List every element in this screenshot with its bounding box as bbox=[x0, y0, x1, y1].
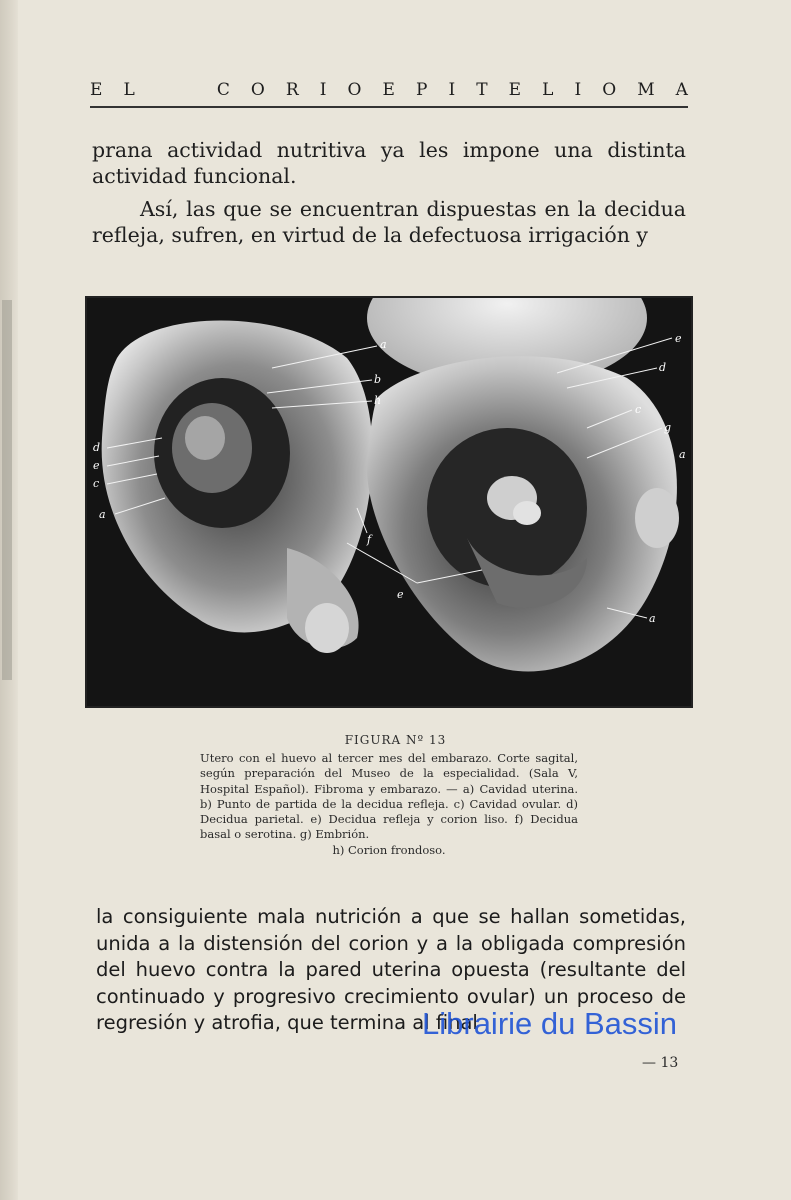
figure-label: f bbox=[367, 533, 372, 546]
specimen-photo bbox=[87, 298, 691, 706]
figure-label: c bbox=[93, 477, 100, 490]
header-letter: O bbox=[347, 80, 362, 100]
header-letter: L bbox=[542, 80, 554, 100]
header-letter: E bbox=[508, 80, 522, 100]
header-letter: T bbox=[476, 80, 488, 100]
figure-label: e bbox=[675, 332, 682, 345]
figure-label: c bbox=[635, 403, 642, 416]
figure-label: a bbox=[649, 612, 656, 625]
figure-label: a bbox=[679, 448, 686, 461]
paragraph-2: Así, las que se encuentran dispuestas en la decidua refleja, sufren, en virtud de la defectuosa irrigación y bbox=[92, 197, 686, 247]
header-letter: L bbox=[123, 80, 135, 100]
header-letter: P bbox=[415, 80, 428, 100]
header-letter: A bbox=[675, 80, 688, 100]
header-letter: I bbox=[448, 80, 456, 100]
figure-label: b bbox=[374, 373, 382, 386]
running-header bbox=[90, 80, 688, 100]
header-rule bbox=[90, 106, 688, 108]
header-letter: M bbox=[637, 80, 655, 100]
header-letter: I bbox=[319, 80, 327, 100]
binding-edge bbox=[0, 0, 18, 1200]
header-letter: E bbox=[382, 80, 395, 100]
figure-label: e bbox=[93, 459, 100, 472]
paragraph-3: la consiguiente mala nutrición a que se hallan sometidas, unida a la distensión del corion y a la obligada compresión del huevo contra la pared uterina opuesta (resultante del continuado y progresivo crecimiento ovular) un proceso de regresión y atrofia, que termina al final bbox=[96, 905, 686, 1034]
header-letter: C bbox=[216, 80, 230, 100]
watermark: Librairie du Bassin bbox=[422, 1006, 678, 1041]
header-letter: E bbox=[90, 80, 103, 100]
figure-label: d bbox=[93, 441, 101, 454]
header-letter: O bbox=[250, 80, 265, 100]
figure-label: e bbox=[397, 588, 404, 601]
header-letter: O bbox=[602, 80, 617, 100]
caption-body: Utero con el huevo al tercer mes del embarazo. Corte sagital, según preparación del Museo de la especialidad. (Sala V, Hospital Español). Fibroma y embarazo. — a) Cavidad uterina. b) Punto de partida de la decidua refleja. c) Cavidad ovular. d) Decidua parietal. e) Decidua refleja y corion liso. f) Decidua basal o serotina. g) Embrión. bbox=[200, 751, 578, 842]
figure-label: d bbox=[659, 361, 667, 374]
page-number: — 13 bbox=[642, 1055, 679, 1071]
caption-last-line: h) Corion frondoso. bbox=[332, 842, 446, 857]
figure-photograph bbox=[85, 296, 693, 708]
figure-label: a bbox=[380, 338, 387, 351]
header-letter: R bbox=[285, 80, 299, 100]
figure-label: g bbox=[664, 421, 672, 434]
figure-title: FIGURA Nº 13 bbox=[344, 733, 447, 747]
figure-label: h bbox=[374, 394, 382, 407]
figure-caption bbox=[200, 751, 578, 858]
paragraph-1: prana actividad nutritiva ya les impone una distinta actividad funcional. bbox=[92, 138, 686, 188]
figure-label: a bbox=[99, 508, 106, 521]
header-letter: I bbox=[574, 80, 582, 100]
